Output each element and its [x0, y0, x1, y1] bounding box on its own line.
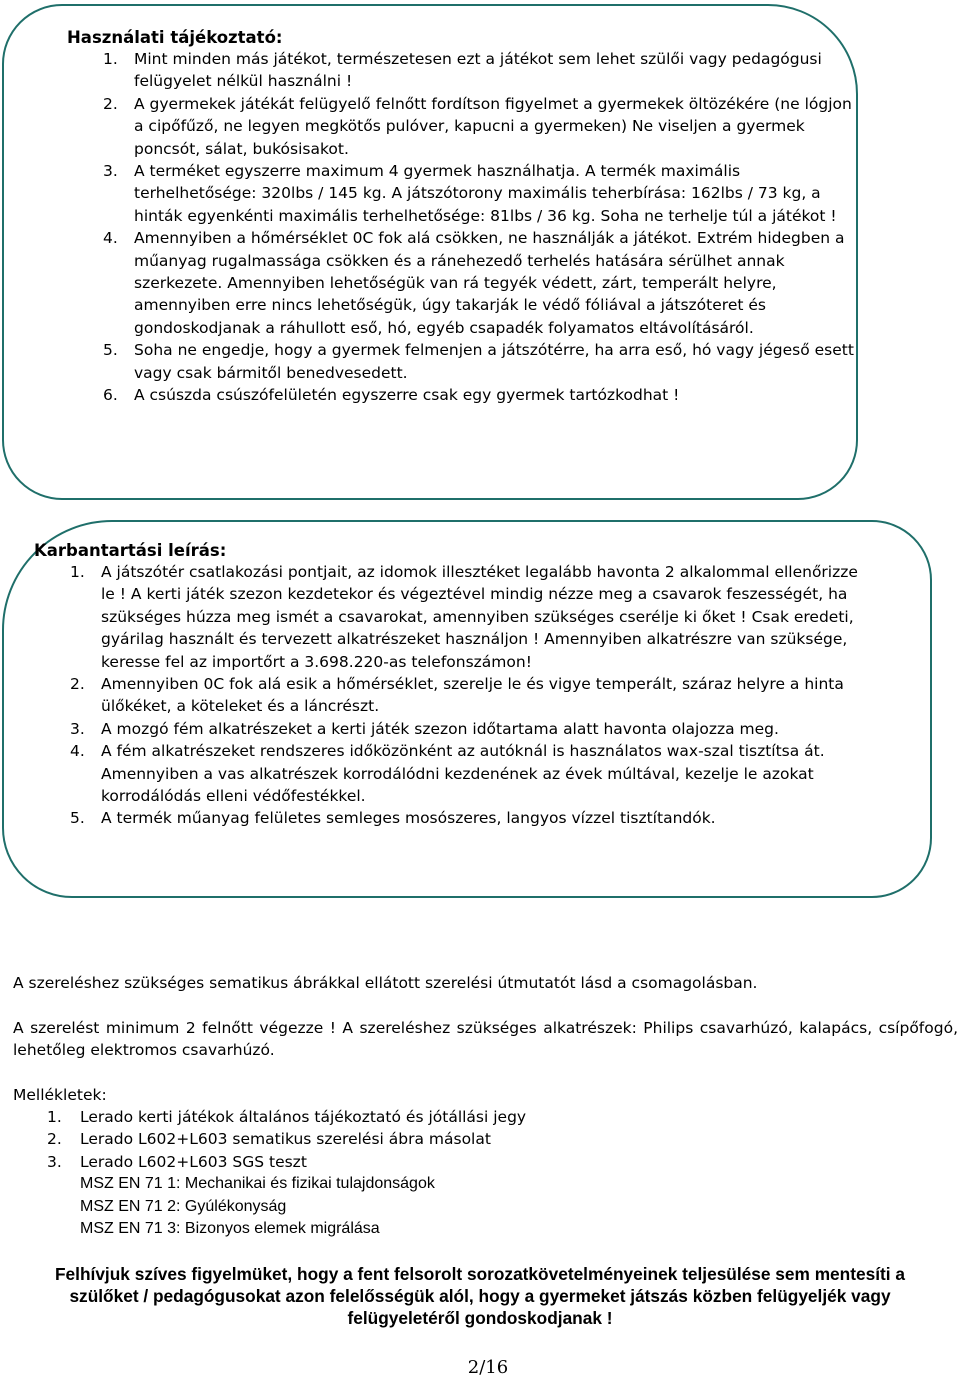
maintenance-heading: Karbantartási leírás: [34, 541, 227, 560]
usage-heading: Használati tájékoztató: [67, 28, 283, 47]
item-text: A mozgó fém alkatrészeket a kerti játék szezon időtartama alatt havonta olajozza meg. [101, 719, 779, 738]
item-number: 5. [103, 341, 118, 360]
usage-item [103, 384, 854, 406]
maintenance-item [70, 673, 867, 718]
maintenance-item [70, 740, 867, 807]
maintenance-item [70, 807, 867, 829]
usage-item [103, 48, 854, 93]
assembly-guide-paragraph: A szereléshez szükséges sematikus ábrákkal ellátott szerelési útmutatót lásd a csomagolásban. [13, 974, 758, 992]
item-text: A terméket egyszerre maximum 4 gyermek használhatja. A termék maximális terhelhetősége: 320lbs / 145 kg. A játszótorony maximális teherbírása: 162lbs / 73 kg, a hinták egyenkénti maximális terhelhetősége: 81lbs / 36 kg. Soha ne terhelje túl a játékot ! [134, 162, 837, 225]
item-text: Lerado L602+L603 SGS teszt [80, 1152, 307, 1171]
item-number: 4. [103, 229, 118, 248]
item-text: A játszótér csatlakozási pontjait, az idomok illesztéket legalább havonta 2 alkalommal ellenőrizze le ! A kerti játék szezon kezdetekor és végeztével mindig nézze meg a csavarok feszességét, ha szükséges húzza meg ismét a csavarokat, amennyiben szükséges cserélje ki őket ! Csak eredeti, gyárilag használt és tervezett alkatrészeket használjon ! Amennyiben alkatrészre van szüksége, keresse fel az importőrt a 3.698.220-as telefonszámon! [101, 563, 858, 671]
item-number: 4. [70, 742, 85, 761]
usage-item [103, 160, 854, 227]
item-text: Mint minden más játékot, természetesen ezt a játékot sem lehet szülői vagy pedagógusi felügyelet nélkül használni ! [134, 50, 822, 91]
attachments-list [47, 1106, 880, 1240]
item-number: 3. [47, 1152, 62, 1171]
attachments-label: Mellékletek: [13, 1086, 107, 1104]
usage-item [103, 93, 854, 160]
attachment-item [47, 1106, 880, 1128]
item-number: 3. [70, 719, 85, 738]
maintenance-list [70, 561, 867, 830]
item-text: Amennyiben a hőmérséklet 0C fok alá csökken, ne használják a játékot. Extrém hidegben a műanyag rugalmassága csökken és a ránehezedő terhelés hatására sérülhet annak szerkezete. Amennyiben lehetőségük van rá tegyék védett, zárt, temperált helyre, amennyiben erre nincs lehetőségük, úgy takarják le védő fóliával a játszóteret és gondoskodjanak a ráhullott eső, hó, egyéb csapadék folyamatos eltávolításáról. [134, 229, 845, 337]
item-text: Lerado kerti játékok általános tájékoztató és jótállási jegy [80, 1108, 527, 1126]
attachment-sub-item: MSZ EN 71 1: Mechanikai és fizikai tulajdonságok [80, 1175, 435, 1193]
item-number: 1. [47, 1108, 62, 1126]
item-number: 1. [70, 563, 85, 581]
item-text: Soha ne engedje, hogy a gyermek felmenjen a játszótérre, ha arra eső, hó vagy jégeső esett vagy csak bármitől benedvesedett. [134, 341, 854, 382]
item-text: Lerado L602+L603 sematikus szerelési ábra másolat [80, 1130, 491, 1149]
item-text: A fém alkatrészeket rendszeres időközönként az autóknál is használatos wax-szal tisztítsa át. Amennyiben a vas alkatrészek korrodálódni kezdenének az évek múltával, kezelje le azokat korrodálódás elleni védőfestékkel. [101, 742, 825, 806]
page-number: 2/16 [467, 1357, 509, 1378]
item-number: 2. [47, 1130, 62, 1149]
item-number: 6. [103, 386, 118, 405]
maintenance-item [70, 561, 867, 673]
item-number: 3. [103, 162, 118, 181]
item-number: 1. [103, 50, 118, 68]
item-number: 2. [70, 675, 85, 694]
attachment-item [47, 1151, 880, 1173]
usage-list [103, 48, 854, 407]
item-number: 5. [70, 809, 85, 828]
assembly-requirements-paragraph: A szerelést minimum 2 felnőtt végezze ! A szereléshez szükséges alkatrészek: Philips csavarhúzó, kalapács, csípőfogó, lehetőleg elektromos csavarhúzó. [13, 1019, 958, 1060]
item-text: A gyermekek játékát felügyelő felnőtt fordítson figyelmet a gyermekek öltözékére (ne lógjon a cipőfűző, ne legyen megkötős pulóver, kapucni a gyermeken) Ne viseljen a gyermek poncsót, sálat, bukósisakot. [134, 94, 852, 158]
item-text: Amennyiben 0C fok alá esik a hőmérséklet, szerelje le és vigye temperált, száraz helyre a hinta ülőkéket, a köteleket és a láncrészt. [101, 675, 844, 716]
attachment-sub-item: MSZ EN 71 2: Gyúlékonyság [80, 1197, 287, 1215]
item-text: A termék műanyag felületes semleges mosószeres, langyos vízzel tisztítandók. [101, 809, 716, 828]
usage-item [103, 339, 854, 384]
item-number: 2. [103, 94, 118, 113]
usage-item [103, 227, 854, 339]
maintenance-item [70, 718, 867, 740]
final-note: Felhívjuk szíves figyelmüket, hogy a fent felsorolt sorozatkövetelményeinek teljesülése sem mentesíti a szülőket / pedagógusokat azon felelősségük alól, hogy a gyermeket játszás közben felügyeljék vagy felügyeletéről gondoskodjanak ! [55, 1264, 905, 1328]
attachment-sub-item: MSZ EN 71 3: Bizonyos elemek migrálása [80, 1220, 380, 1238]
item-text: A csúszda csúszófelületén egyszerre csak egy gyermek tartózkodhat ! [134, 386, 680, 405]
attachment-item [47, 1128, 880, 1150]
